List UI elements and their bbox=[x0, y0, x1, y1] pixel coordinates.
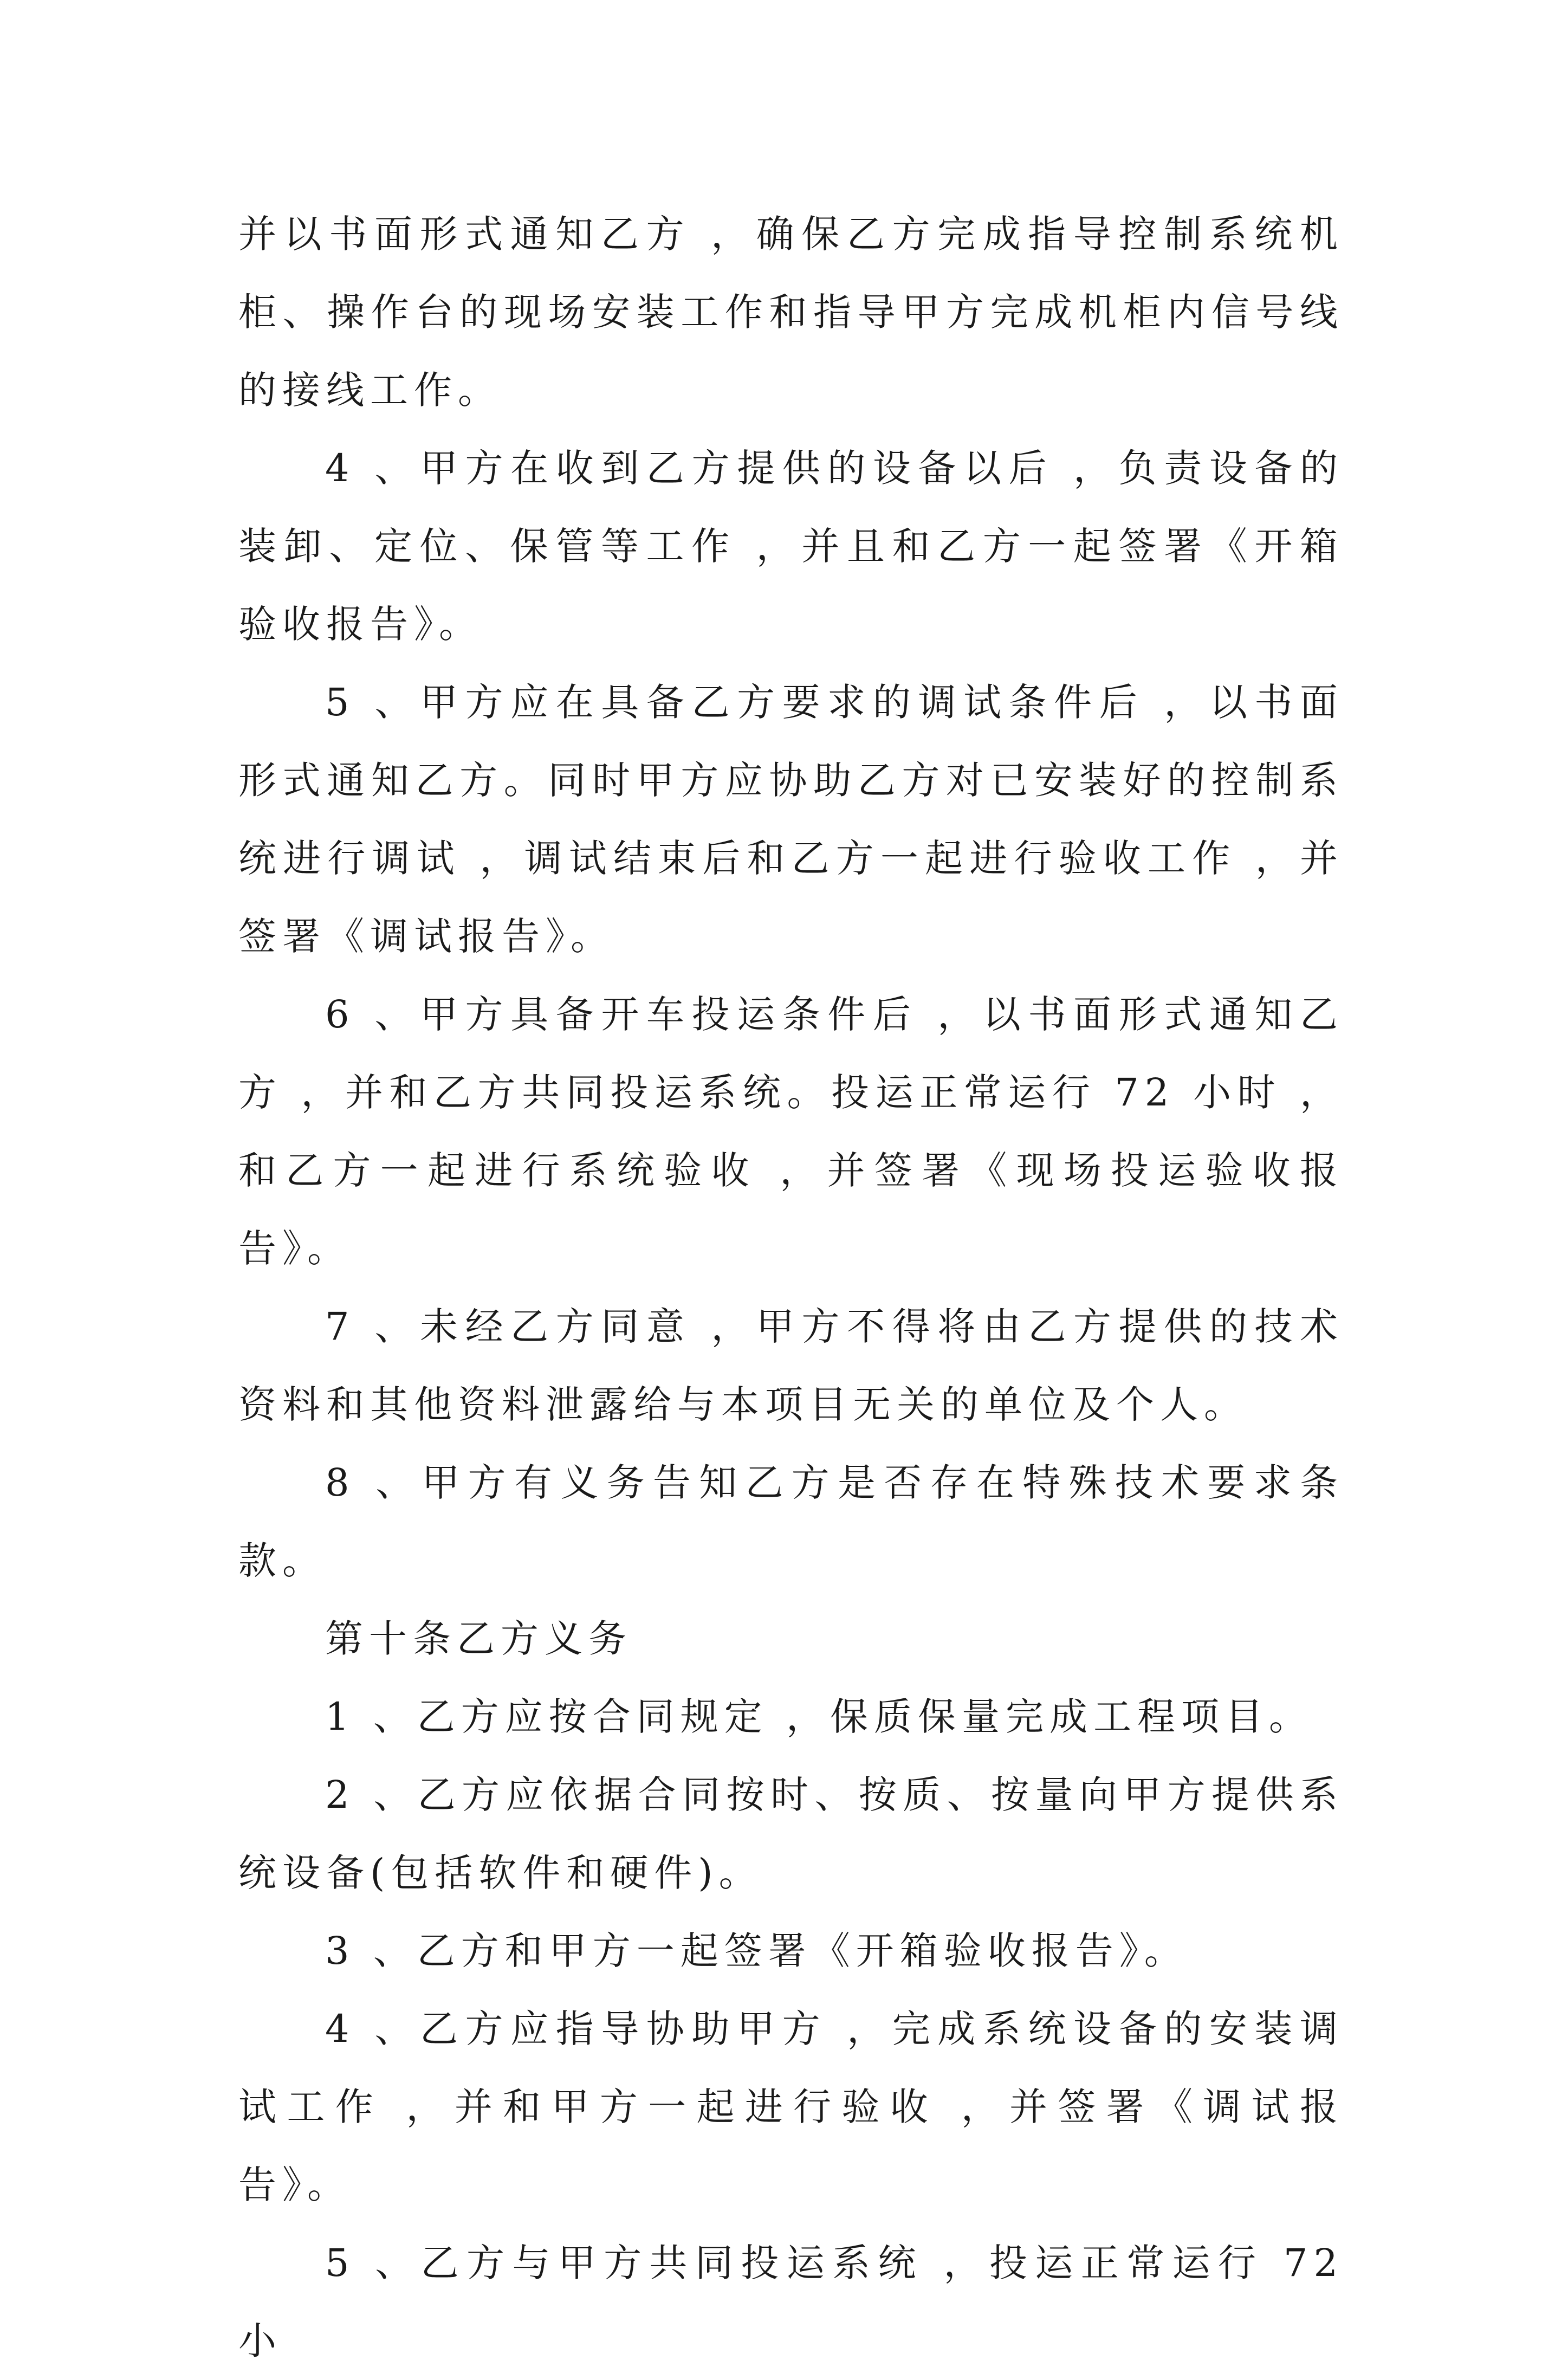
paragraph-party-b-item-2: 2 、乙方应依据合同按时、按质、按量向甲方提供系统设备(包括软件和硬件)。 bbox=[238, 1773, 1344, 1895]
contract-text-body bbox=[238, 195, 1344, 2380]
paragraph-party-b-item-3: 3 、乙方和甲方一起签署《开箱验收报告》。 bbox=[325, 1929, 1188, 1973]
paragraph-party-a-item-8: 8 、甲方有义务告知乙方是否存在特殊技术要求条款。 bbox=[238, 1460, 1344, 1583]
paragraph-party-a-item-7: 7 、未经乙方同意 ，甲方不得将由乙方提供的技术资料和其他资料泄露给与本项目无关的单位及个人。 bbox=[238, 1304, 1344, 1427]
paragraph-party-b-item-1: 1 、乙方应按合同规定 ，保质保量完成工程项目。 bbox=[325, 1695, 1313, 1739]
paragraph-party-b-item-4: 4 、乙方应指导协助甲方 ，完成系统设备的安装调试工作 ，并和甲方一起进行验收 ，并签署《调试报告》。 bbox=[238, 2007, 1344, 2207]
paragraph-continuation: 并以书面形式通知乙方 ，确保乙方完成指导控制系统机柜、操作台的现场安装工作和指导甲方完成机柜内信号线的接线工作。 bbox=[238, 212, 1344, 412]
paragraph-party-a-item-5: 5 、甲方应在具备乙方要求的调试条件后 ，以书面形式通知乙方。同时甲方应协助乙方对已安装好的控制系统进行调试 ，调试结束后和乙方一起进行验收工作 ，并签署《调试报告》。 bbox=[238, 680, 1344, 959]
paragraph-party-b-item-5: 5 、乙方与甲方共同投运系统 ，投运正常运行 72 小 bbox=[238, 2241, 1344, 2363]
paragraph-party-a-item-4: 4 、甲方在收到乙方提供的设备以后 ，负责设备的装卸、定位、保管等工作 ，并且和乙方一起签署《开箱验收报告》。 bbox=[238, 446, 1344, 646]
paragraph-party-a-item-6: 6 、甲方具备开车投运条件后 ，以书面形式通知乙方 ，并和乙方共同投运系统。投运正常运行 72 小时 ，和乙方一起进行系统验收 ，并签署《现场投运验收报告》。 bbox=[238, 992, 1344, 1271]
section-heading-article-10: 第十条乙方义务 bbox=[325, 1616, 632, 1661]
